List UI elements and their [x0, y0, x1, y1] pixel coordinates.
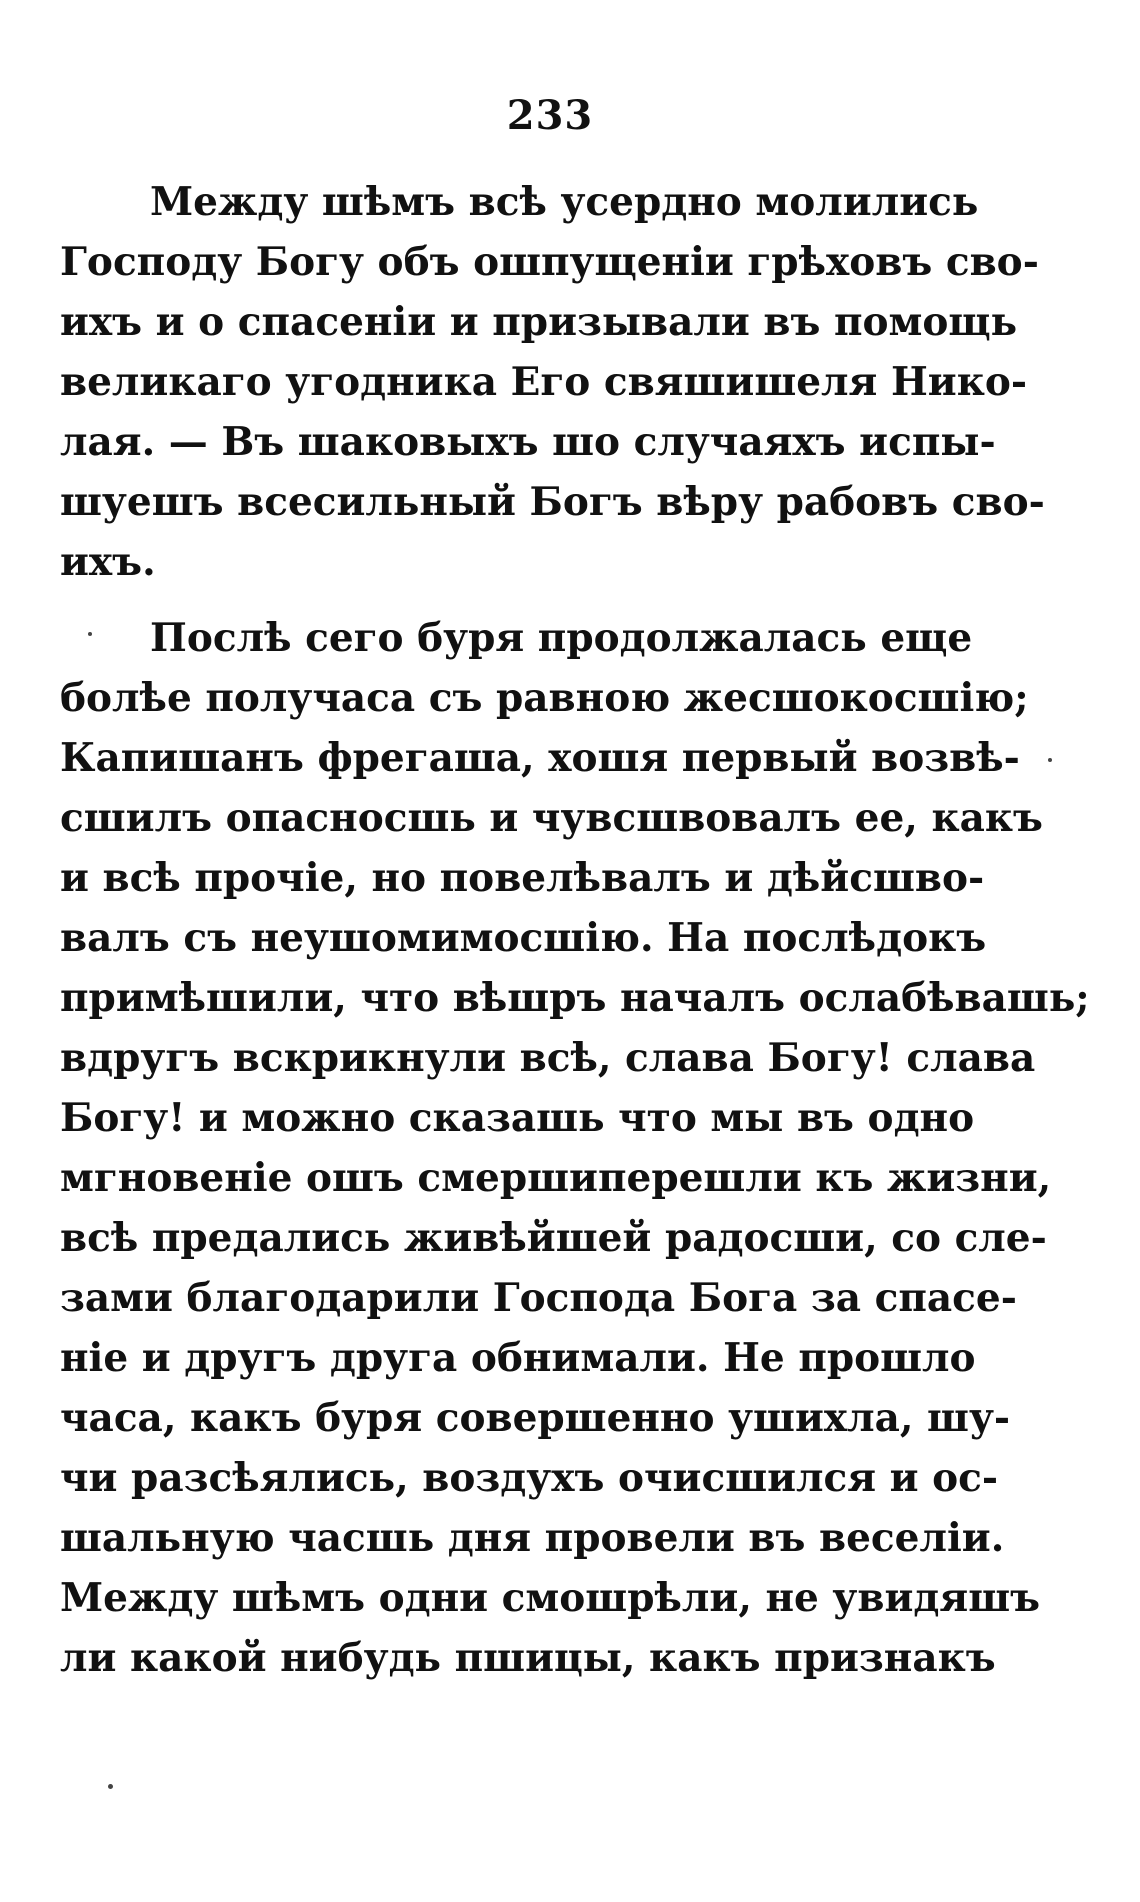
text-line: валъ съ неушомимосшiю. На послѣдокъ — [60, 915, 987, 961]
text-line: часа, какъ буря совершенно ушихла, шу- — [60, 1395, 1011, 1441]
text-line: Богу! и можно сказашь что мы въ одно — [60, 1095, 975, 1141]
print-speck — [88, 632, 92, 636]
text-line: всѣ предались живѣйшей радосши, со сле- — [60, 1215, 1047, 1261]
text-line: ихъ. — [60, 539, 156, 585]
text-line: и всѣ прочiе, но повелѣвалъ и дѣйсшво- — [60, 855, 985, 901]
text-line: вдругъ вскрикнули всѣ, слава Богу! слава — [60, 1035, 1036, 1081]
text-line: шуешъ всесильный Богъ вѣру рабовъ сво- — [60, 479, 1045, 525]
text-line: мгновенiе ошъ смершиперешли къ жизни, — [60, 1155, 1052, 1201]
text-line: сшилъ опасносшь и чувсшвовалъ ее, какъ — [60, 795, 1043, 841]
text-line: Господу Богу объ ошпущенiи грѣховъ сво- — [60, 239, 1039, 285]
text-line: великаго угодника Его свяшишеля Нико- — [60, 359, 1028, 405]
text-line: Между шѣмъ одни смошрѣли, не увидяшъ — [60, 1575, 1041, 1621]
text-line: Послѣ сего буря продолжалась еще — [150, 615, 973, 661]
text-line: шальную часшь дня провели въ веселiи. — [60, 1515, 1005, 1561]
text-line: болѣе получаса съ равною жесшокосшiю; — [60, 675, 1029, 721]
text-line: зами благодарили Господа Бога за спасе- — [60, 1275, 1017, 1321]
page-number: 233 — [506, 92, 594, 139]
paragraph-2 — [60, 608, 1090, 1688]
text-line: примѣшили, что вѣшръ началъ ослабѣвашь; — [60, 975, 1090, 1021]
text-line: ли какой нибудь пшицы, какъ признакъ — [60, 1635, 996, 1681]
text-line: нiе и другъ друга обнимали. Не прошло — [60, 1335, 976, 1381]
text-line: Между шѣмъ всѣ усердно молились — [150, 179, 979, 225]
paragraph-spacer — [60, 592, 950, 608]
print-speck — [1048, 758, 1052, 762]
paragraph-1 — [60, 172, 1045, 592]
text-line: Капишанъ фрегаша, хошя первый возвѣ- — [60, 735, 1020, 781]
print-speck — [108, 1784, 113, 1789]
body-text — [60, 172, 1090, 1688]
text-line: лая. — Въ шаковыхъ шо случаяхъ испы- — [60, 419, 996, 465]
text-line: ихъ и о спасенiи и призывали въ помощь — [60, 299, 1018, 345]
text-line: чи разсѣялись, воздухъ очисшился и ос- — [60, 1455, 999, 1501]
